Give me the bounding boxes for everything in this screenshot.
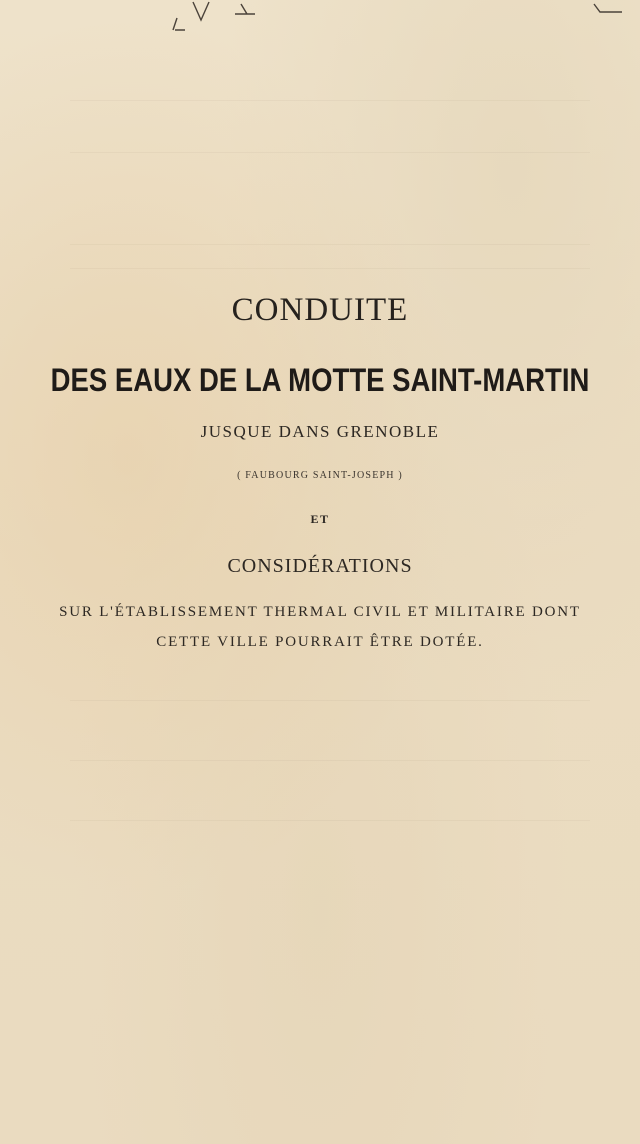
page-title: CONDUITE bbox=[231, 292, 409, 328]
bleed-through-line bbox=[70, 152, 590, 153]
description-line-2: CETTE VILLE POURRAIT ÊTRE DOTÉE. bbox=[156, 634, 484, 650]
subtitle-faubourg: ( FAUBOURG SAINT-JOSEPH ) bbox=[237, 470, 403, 481]
handwritten-pencil-mark-icon bbox=[165, 0, 275, 40]
bleed-through-line bbox=[70, 700, 590, 701]
bleed-through-line bbox=[70, 760, 590, 761]
subtitle-destination: JUSQUE DANS GRENOBLE bbox=[200, 422, 440, 441]
handwritten-corner-mark-icon bbox=[590, 0, 630, 20]
bleed-through-line bbox=[70, 244, 590, 245]
page-subtitle: DES EAUX DE LA MOTTE SAINT-MARTIN bbox=[50, 362, 590, 398]
bleed-through-line bbox=[70, 268, 590, 269]
bleed-through-line bbox=[70, 100, 590, 101]
description-line-1: SUR L'ÉTABLISSEMENT THERMAL CIVIL ET MILITAIRE DONT bbox=[59, 604, 581, 620]
bleed-through-line bbox=[70, 820, 590, 821]
conjunction-text: ET bbox=[310, 512, 330, 526]
section-heading: CONSIDÉRATIONS bbox=[227, 555, 413, 577]
